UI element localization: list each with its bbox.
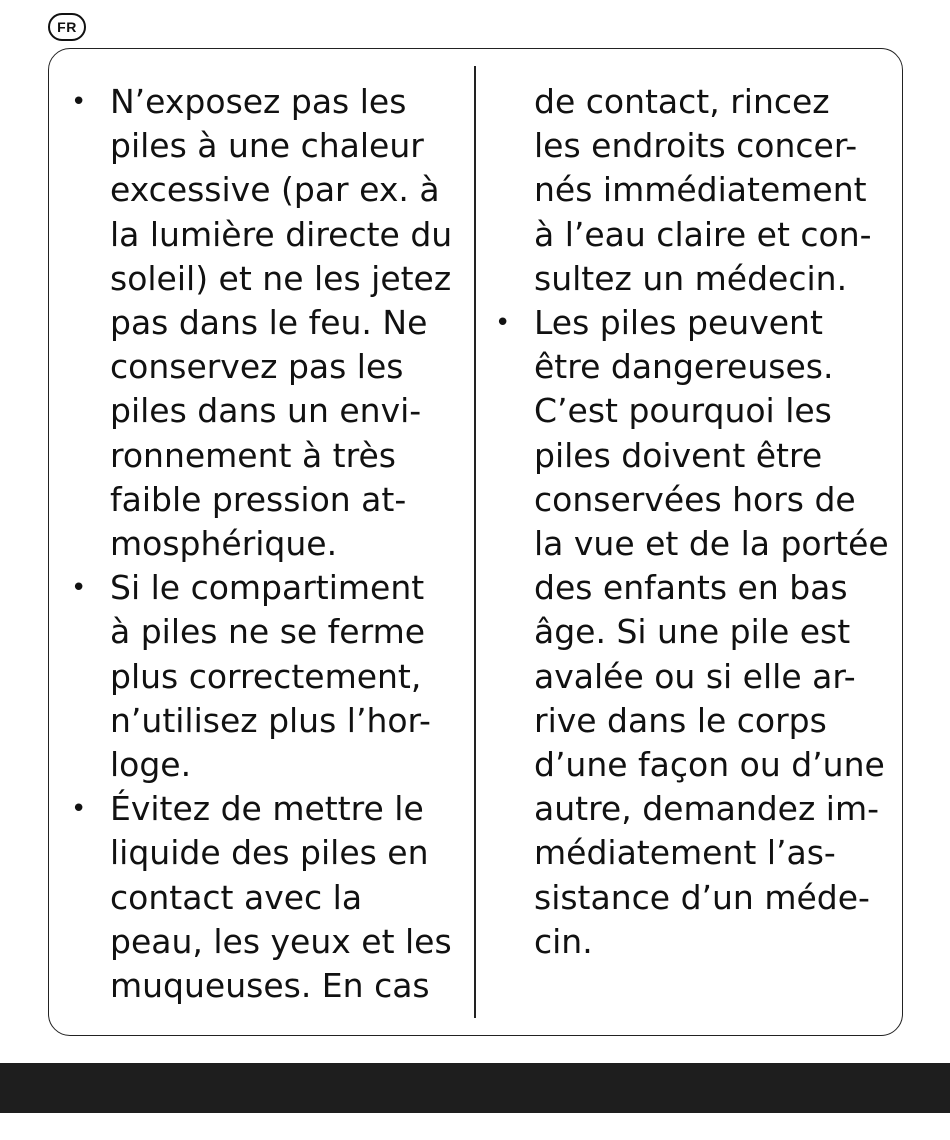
right-column [488, 80, 888, 964]
text-line: peau, les yeux et les [110, 921, 452, 961]
footer-bar [0, 1063, 950, 1113]
text-line: liquide des piles en [110, 833, 429, 873]
text-line: Les piles peuvent [534, 303, 823, 343]
text-line: avalée ou si elle ar- [534, 656, 856, 696]
text-line: à piles ne se ferme [110, 612, 426, 652]
text-line: conservez pas les [110, 347, 404, 387]
text-line: être dangereuses. [534, 347, 834, 387]
list-item [64, 80, 464, 566]
text-line: cin. [534, 921, 593, 961]
text-line: loge. [110, 745, 192, 785]
text-line: Évitez de mettre le [110, 789, 424, 829]
text-line: âge. Si une pile est [534, 612, 851, 652]
text-line: ronnement à très [110, 435, 396, 475]
text-line: piles dans un envi- [110, 391, 422, 431]
text-line: soleil) et ne les jetez [110, 258, 452, 298]
language-badge: FR [48, 13, 86, 41]
text-line: sistance d’un méde- [534, 877, 870, 917]
list-item-continuation [488, 80, 888, 301]
text-line: mosphérique. [110, 524, 338, 564]
text-line: nés immédiatement [534, 170, 867, 210]
text-line: faible pression at- [110, 479, 407, 519]
list-item [64, 787, 464, 1008]
left-column [64, 80, 464, 1008]
bullet-icon: • [495, 308, 511, 339]
text-line: muqueuses. En cas [110, 966, 430, 1006]
text-line: la lumière directe du [110, 214, 453, 254]
text-line: médiatement l’as- [534, 833, 836, 873]
text-line: autre, demandez im- [534, 789, 880, 829]
text-line: n’utilisez plus l’hor- [110, 700, 431, 740]
text-line: à l’eau claire et con- [534, 214, 872, 254]
text-line: sultez un médecin. [534, 258, 848, 298]
list-item [488, 301, 888, 964]
text-line: conservées hors de [534, 479, 856, 519]
bullet-icon: • [71, 573, 87, 604]
column-divider [474, 66, 476, 1018]
text-line: piles doivent être [534, 435, 823, 475]
list-item [64, 566, 464, 787]
bullet-icon: • [71, 87, 87, 117]
text-line: piles à une chaleur [110, 126, 424, 166]
text-line: d’une façon ou d’une [534, 745, 885, 785]
text-line: Si le compartiment [110, 568, 425, 608]
text-line: la vue et de la portée [534, 524, 889, 564]
text-line: excessive (par ex. à [110, 170, 440, 210]
text-line: plus correctement, [110, 656, 422, 696]
text-line: de contact, rincez [534, 82, 830, 121]
text-line: C’est pourquoi les [534, 391, 832, 431]
text-line: contact avec la [110, 877, 363, 917]
text-line: des enfants en bas [534, 568, 848, 608]
bullet-icon: • [71, 794, 87, 825]
text-line: les endroits concer- [534, 126, 858, 166]
text-line: N’exposez pas les [110, 82, 407, 121]
text-line: pas dans le feu. Ne [110, 303, 428, 343]
text-line: rive dans le corps [534, 700, 827, 740]
